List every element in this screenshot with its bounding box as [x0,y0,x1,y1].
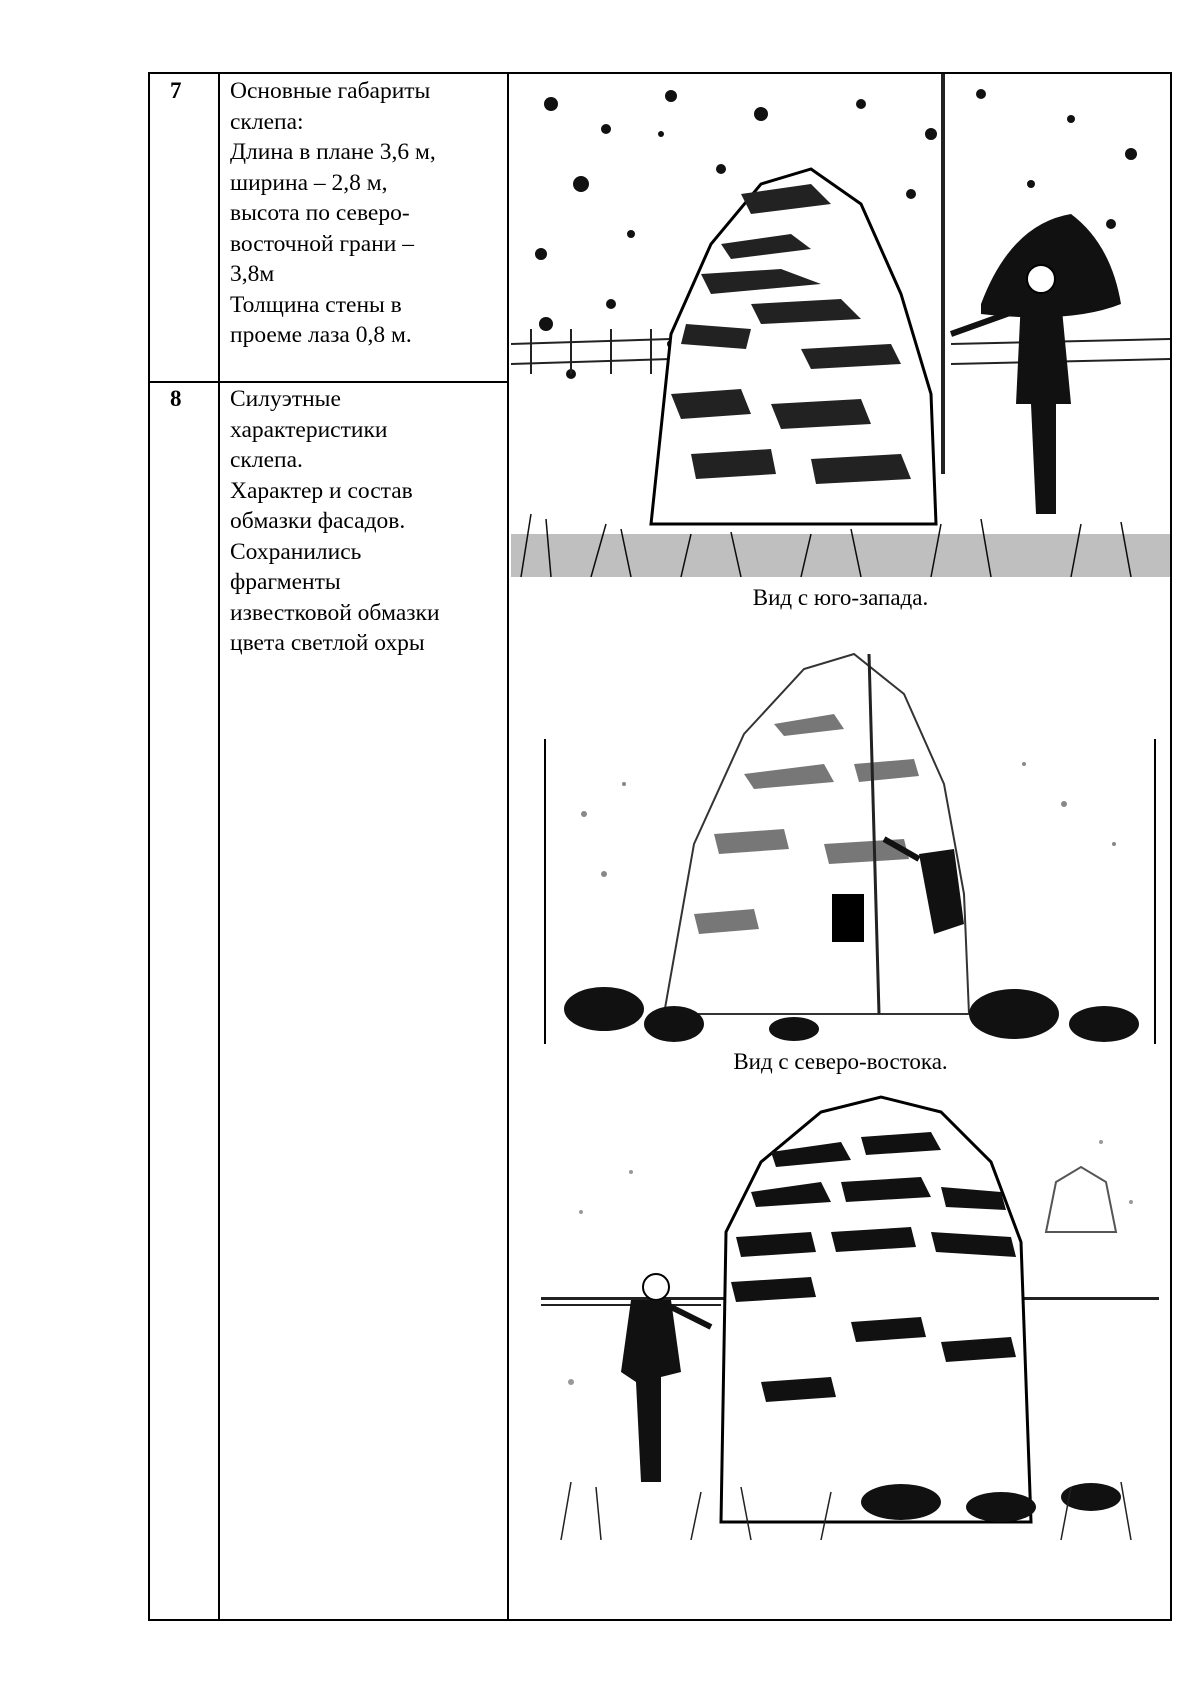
photo-crypt-side-view [541,1082,1159,1540]
text-line: Длина в плане 3,6 м, [230,139,436,165]
photo-caption: Вид с северо-востока. [733,1049,948,1074]
row-7-number: 7 [170,78,182,103]
photo-northeast-view [544,614,1156,1044]
row-divider [150,381,509,383]
text-line: характеристики [230,416,388,443]
text-line: известковой обмазки [230,599,440,626]
text-line: обмазки фасадов. [230,508,406,534]
row-8-number: 8 [170,386,182,411]
column-divider-number [218,74,220,1619]
row-8-description [230,384,488,659]
text-line: Характер и состав [230,477,413,504]
text-line: склепа: [230,108,304,135]
text-line: Сохранились [230,538,362,565]
text-line: Толщина стены в [230,291,402,318]
text-line: Силуэтные [230,386,341,412]
text-line: склепа. [230,447,303,473]
text-line: высота по северо- [230,200,410,226]
text-line: Основные габариты [230,78,431,104]
photo-caption: Вид с юго-запада. [752,585,929,610]
text-line: цвета светлой охры [230,630,425,656]
document-table [148,72,1172,1621]
column-divider-description [507,74,509,1619]
photo-southwest-view [511,74,1170,577]
row-7-description [230,76,488,351]
text-line: фрагменты [230,569,341,595]
text-line: проеме лаза 0,8 м. [230,322,412,348]
text-line: ширина – 2,8 м, [230,169,388,196]
text-line: восточной грани – [230,230,414,257]
text-line: 3,8м [230,261,275,287]
